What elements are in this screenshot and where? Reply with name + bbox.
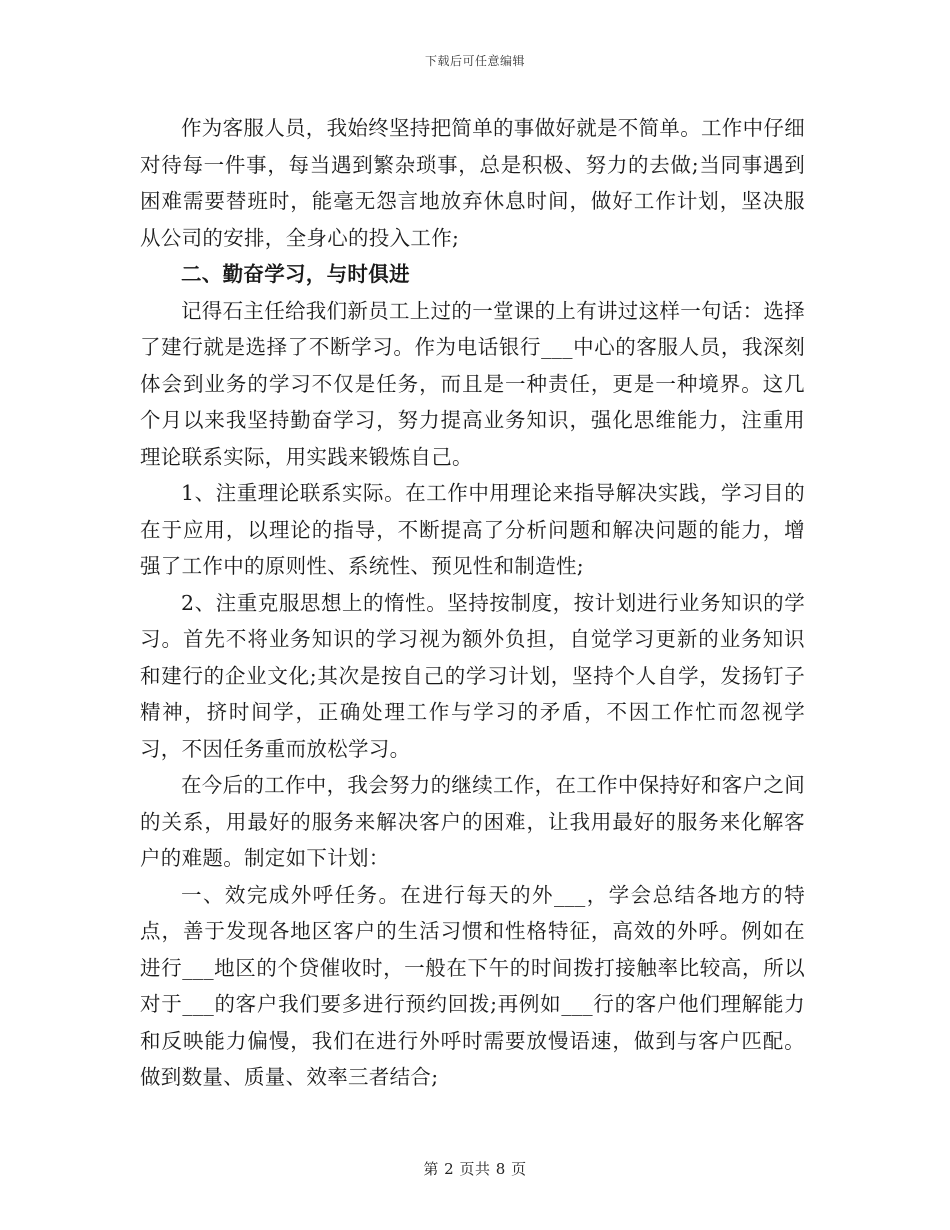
section-heading-study: 二、勤奋学习，与时俱进 xyxy=(181,262,410,286)
paragraph-outbound-calls: 一、效完成外呼任务。在进行每天的外___，学会总结各地方的特点，善于发现各地区客户的生活习惯和性格特征，高效的外呼。例如在进行___地区的个贷催收时，一般在下午的时间拨打接触率比较高，所以对于___的客户我们要多进行预约回拨;再例如___行的客户他们理解能力和反映能力偏慢，我们在进行外呼时需要放慢语速，做到与客户匹配。做到数量、质量、效率三者结合; xyxy=(140,882,805,1089)
paragraph-future-work: 在今后的工作中，我会努力的继续工作，在工作中保持好和客户之间的关系，用最好的服务来解决客户的困难，让我用最好的服务来化解客户的难题。制定如下计划： xyxy=(140,773,805,870)
paragraph-study-intro: 记得石主任给我们新员工上过的一堂课的上有讲过这样一句话：选择了建行就是选择了不断学习。作为电话银行___中心的客服人员，我深刻体会到业务的学习不仅是任务，而且是一种责任，更是一种境界。这几个月以来我坚持勤奋学习，努力提高业务知识，强化思维能力，注重用理论联系实际，用实践来锻炼自己。 xyxy=(140,298,805,469)
page-number-footer: 第 2 页共 8 页 xyxy=(423,1160,527,1178)
paragraph-theory-practice: 1、注重理论联系实际。在工作中用理论来指导解决实践，学习目的在于应用，以理论的指导，不断提高了分析问题和解决问题的能力，增强了工作中的原则性、系统性、预见性和制造性; xyxy=(140,481,805,578)
paragraph-overcome-inertia: 2、注重克服思想上的惰性。坚持按制度，按计划进行业务知识的学习。首先不将业务知识的学习视为额外负担，自觉学习更新的业务知识和建行的企业文化;其次是按自己的学习计划，坚持个人自学，发扬钉子精神，挤时间学，正确处理工作与学习的矛盾，不因工作忙而忽视学习，不因任务重而放松学习。 xyxy=(140,590,805,761)
paragraph-customer-service: 作为客服人员，我始终坚持把简单的事做好就是不简单。工作中仔细对待每一件事，每当遇到繁杂琐事，总是积极、努力的去做;当同事遇到困难需要替班时，能毫无怨言地放弃休息时间，做好工作计划，坚决服从公司的安排，全身心的投入工作; xyxy=(140,116,805,250)
document-body xyxy=(140,110,805,1096)
page-header: 下载后可任意编辑 xyxy=(424,54,525,68)
